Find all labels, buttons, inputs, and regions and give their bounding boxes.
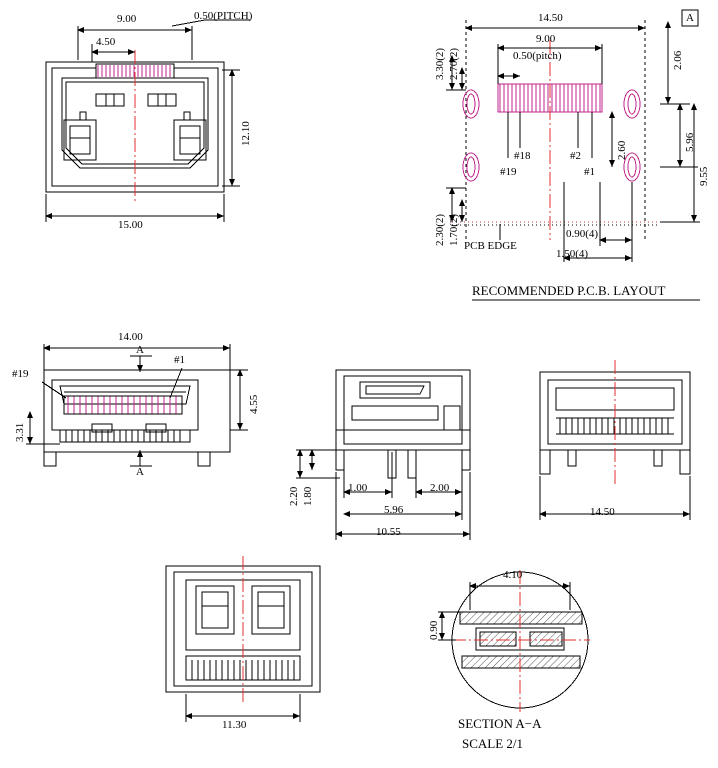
callout-pin-1: #1 bbox=[584, 166, 595, 178]
dim-pcb-1-50: 1.50(4) bbox=[556, 248, 589, 260]
dim-pcb-5-96: 5.96 bbox=[684, 132, 696, 152]
dim-section-4-10: 4.10 bbox=[503, 569, 523, 581]
dim-front-15-00: 15.00 bbox=[118, 219, 143, 231]
dim-front-9-00: 9.00 bbox=[117, 13, 137, 25]
dim-pcb-2-60: 2.60 bbox=[616, 140, 628, 160]
note-pcb-edge: PCB EDGE bbox=[464, 240, 517, 252]
callout-top-pin-19: #19 bbox=[12, 368, 29, 380]
dim-pcb-pitch: 0.50(pitch) bbox=[513, 50, 562, 62]
caption-pcb-layout: RECOMMENDED P.C.B. LAYOUT bbox=[472, 283, 666, 298]
caption-section-title: SECTION A−A bbox=[458, 716, 542, 731]
dim-pcb-2-30: 2.30(2) bbox=[434, 213, 446, 246]
callout-pin-2: #2 bbox=[570, 150, 581, 162]
dim-rear-14-50: 14.50 bbox=[590, 506, 615, 518]
dim-top-4-55: 4.55 bbox=[248, 394, 260, 414]
callout-pin-18: #18 bbox=[514, 150, 531, 162]
dim-section-0-90: 0.90 bbox=[428, 620, 440, 640]
dim-side-1-00: 1.00 bbox=[348, 482, 368, 494]
callout-pin-19: #19 bbox=[500, 166, 517, 178]
dim-side-1-80: 1.80 bbox=[302, 486, 314, 506]
pcb-layout-geometry bbox=[452, 10, 698, 240]
dim-front-12-10: 12.10 bbox=[240, 121, 252, 146]
dim-top-3-31: 3.31 bbox=[14, 422, 26, 442]
dim-front-4-50: 4.50 bbox=[96, 36, 116, 48]
dim-pcb-9-00: 9.00 bbox=[536, 33, 556, 45]
dim-pcb-2-70: 2.70(2) bbox=[448, 47, 460, 80]
top-view-dimensions bbox=[26, 344, 248, 444]
dim-pcb-0-90: 0.90(4) bbox=[566, 228, 599, 240]
callout-top-pin-1: #1 bbox=[174, 354, 185, 366]
dim-pcb-9-55: 9.55 bbox=[698, 166, 710, 186]
pcb-layout-dimensions bbox=[446, 22, 700, 262]
dim-side-2-00: 2.00 bbox=[430, 482, 450, 494]
dim-pcb-1-70: 1.70(2) bbox=[448, 213, 460, 246]
section-arrow-label-bottom: A bbox=[136, 466, 144, 478]
dim-side-10-55: 10.55 bbox=[376, 526, 401, 538]
datum-label-a: A bbox=[686, 12, 694, 24]
dim-pcb-14-50: 14.50 bbox=[538, 12, 563, 24]
dim-side-5-96: 5.96 bbox=[384, 504, 404, 516]
side-view-geometry bbox=[336, 370, 470, 478]
dim-bottom-11-30: 11.30 bbox=[222, 719, 247, 731]
section-view-geometry bbox=[452, 570, 590, 712]
dim-side-2-20: 2.20 bbox=[288, 486, 300, 506]
dim-pcb-2-06: 2.06 bbox=[672, 50, 684, 70]
dim-top-14-00: 14.00 bbox=[118, 331, 143, 343]
top-view-geometry bbox=[44, 356, 230, 466]
caption-section-scale: SCALE 2/1 bbox=[462, 736, 524, 751]
dim-pcb-3-30: 3.30(2) bbox=[434, 47, 446, 80]
section-arrow-label-top: A bbox=[136, 344, 144, 356]
dim-front-pitch: 0.50(PITCH) bbox=[194, 10, 253, 22]
